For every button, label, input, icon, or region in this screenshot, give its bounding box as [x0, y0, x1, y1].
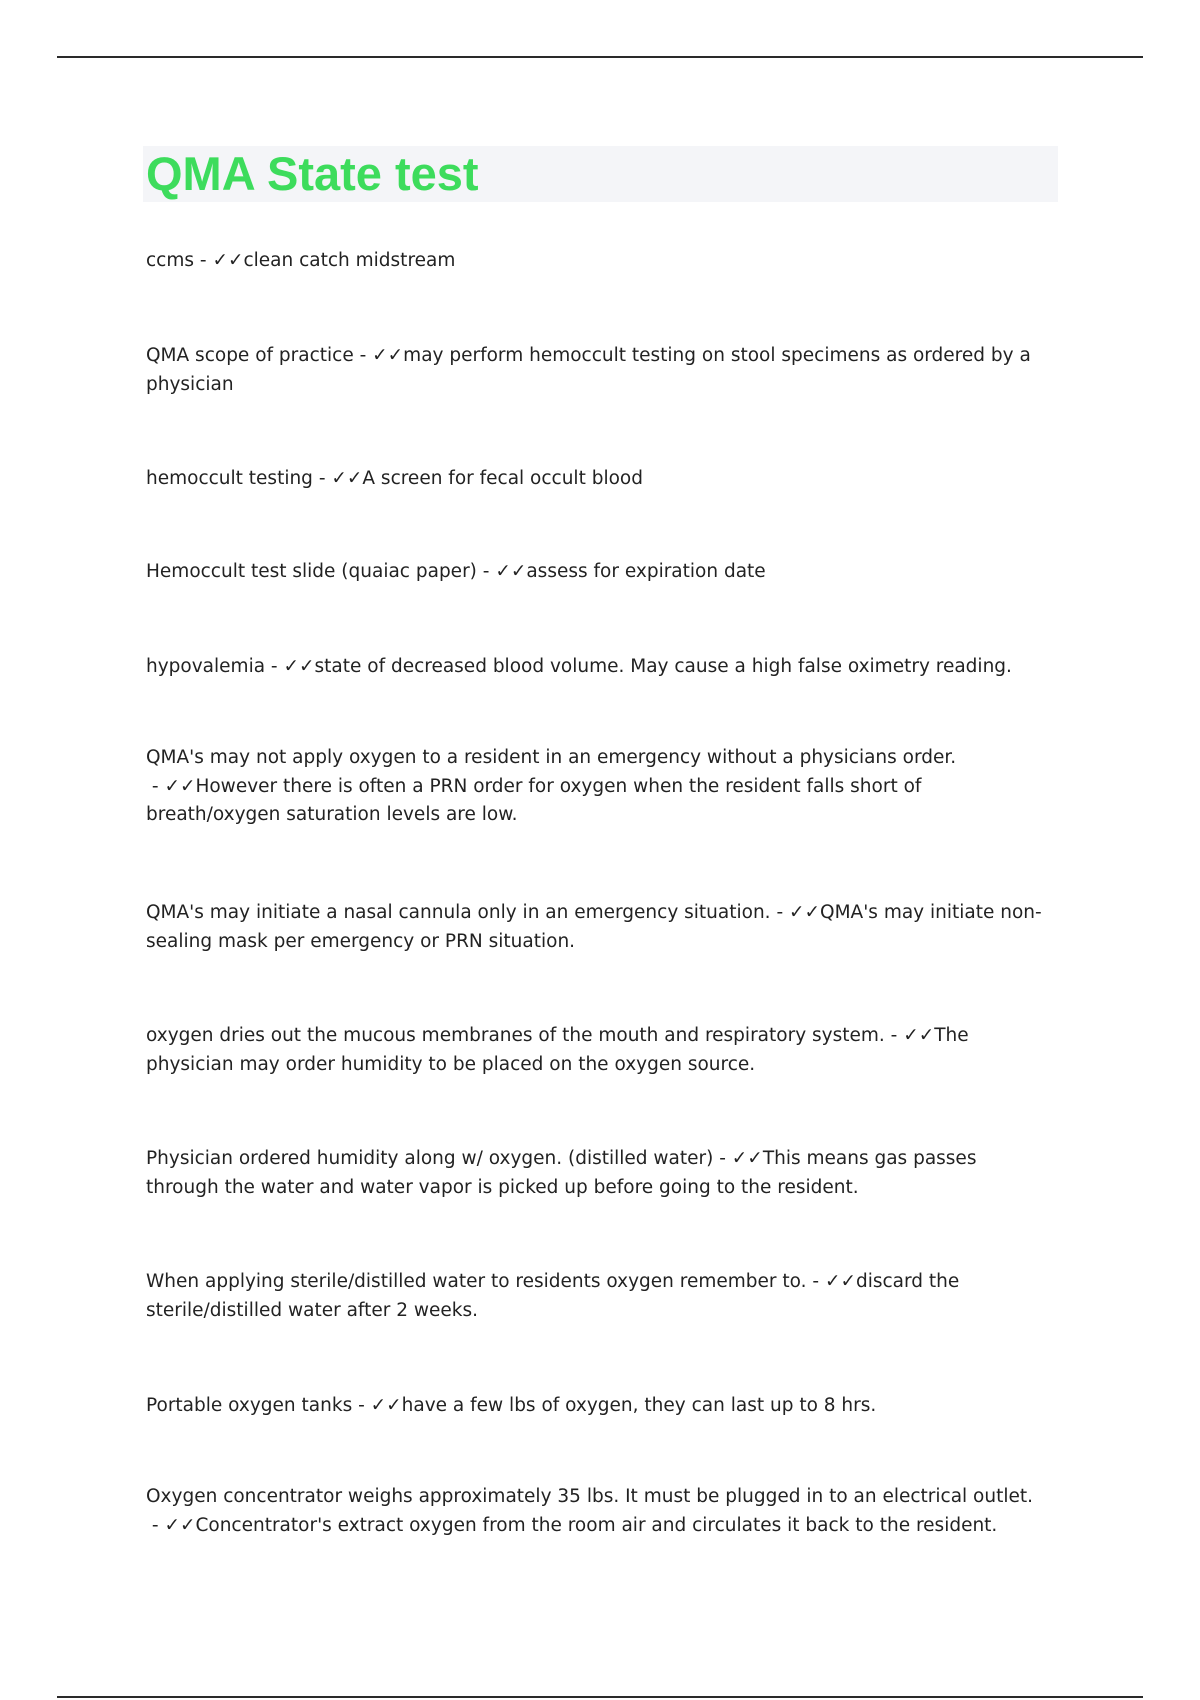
entry-term: QMA's may initiate a nasal cannula only in an emergency situation.: [146, 902, 771, 923]
entry-answer: clean catch midstream: [243, 250, 456, 271]
entry-answer: have a few lbs of oxygen, they can last up to 8 hrs.: [401, 1395, 877, 1416]
entry-separator: -: [146, 1514, 165, 1536]
flashcard-entry: [146, 1022, 1046, 1079]
flashcard-entry: [146, 558, 1046, 587]
entry-term: QMA scope of practice: [146, 345, 354, 366]
flashcard-entry: [146, 899, 1046, 956]
flashcard-entry: [146, 342, 1046, 399]
flashcard-entry: [146, 1392, 1046, 1421]
entry-term: Portable oxygen tanks: [146, 1395, 353, 1416]
entry-answer: This means gas passes through the water and water vapor is picked up before going to the resident.: [146, 1148, 977, 1198]
entry-answer: A screen for fecal occult blood: [362, 468, 643, 489]
entry-term: QMA's may not apply oxygen to a resident in an emergency without a physicians order.: [146, 747, 957, 768]
double-check-icon: ✓✓: [331, 468, 363, 489]
flashcard-entry: [146, 653, 1046, 682]
entry-answer: However there is often a PRN order for oxygen when the resident falls short of breath/oxygen saturation levels are low.: [146, 775, 922, 825]
entry-separator: -: [146, 775, 165, 797]
entry-term: hypovalemia: [146, 656, 266, 677]
entry-term: When applying sterile/distilled water to residents oxygen remember to.: [146, 1271, 807, 1292]
flashcard-entry: [146, 247, 1046, 276]
entry-term: Physician ordered humidity along w/ oxygen. (distilled water): [146, 1148, 714, 1169]
entry-term: Oxygen concentrator weighs approximately 35 lbs. It must be plugged in to an electrical outlet.: [146, 1486, 1034, 1507]
double-check-icon: ✓✓: [824, 1271, 856, 1292]
double-check-icon: ✓✓: [789, 902, 821, 923]
entry-answer: assess for expiration date: [526, 561, 766, 582]
top-rule: [57, 56, 1143, 58]
entry-answer: The physician may order humidity to be placed on the oxygen source.: [146, 1025, 969, 1075]
flashcard-entry: [146, 465, 1046, 494]
entry-separator: -: [312, 468, 332, 489]
flashcard-entry: [146, 1268, 1046, 1325]
double-check-icon: ✓✓: [283, 656, 315, 677]
flashcard-entry: [146, 1483, 1046, 1540]
entry-separator: -: [353, 345, 373, 366]
entry-answer: QMA's may initiate non-sealing mask per emergency or PRN situation.: [146, 902, 1042, 952]
double-check-icon: ✓✓: [164, 775, 196, 797]
entry-answer: discard the sterile/distilled water after 2 weeks.: [146, 1271, 960, 1321]
entry-separator: -: [770, 902, 790, 923]
double-check-icon: ✓✓: [903, 1025, 935, 1046]
entry-term: oxygen dries out the mucous membranes of the mouth and respiratory system.: [146, 1025, 885, 1046]
entry-separator: -: [713, 1148, 732, 1169]
entry-separator: -: [352, 1395, 371, 1416]
entry-separator: -: [806, 1271, 825, 1292]
double-check-icon: ✓✓: [372, 345, 404, 366]
entry-answer: state of decreased blood volume. May cause a high false oximetry reading.: [314, 656, 1012, 677]
double-check-icon: ✓✓: [212, 250, 244, 271]
entry-separator: -: [476, 561, 496, 582]
document-title: QMA State test: [146, 147, 479, 200]
flashcard-entry: [146, 744, 1046, 830]
entry-term: ccms: [146, 250, 195, 271]
entry-answer: Concentrator's extract oxygen from the room air and circulates it back to the resident.: [195, 1514, 998, 1536]
flashcard-entry: [146, 1145, 1046, 1202]
entry-separator: -: [194, 250, 213, 271]
entry-separator: -: [884, 1025, 904, 1046]
double-check-icon: ✓✓: [731, 1148, 763, 1169]
bottom-rule: [57, 1696, 1143, 1698]
entry-term: Hemoccult test slide (quaiac paper): [146, 561, 477, 582]
entry-term: hemoccult testing: [146, 468, 313, 489]
entry-answer: may perform hemoccult testing on stool specimens as ordered by a physician: [146, 345, 1031, 395]
double-check-icon: ✓✓: [370, 1395, 402, 1416]
double-check-icon: ✓✓: [164, 1514, 196, 1536]
entry-separator: -: [265, 656, 284, 677]
double-check-icon: ✓✓: [495, 561, 527, 582]
